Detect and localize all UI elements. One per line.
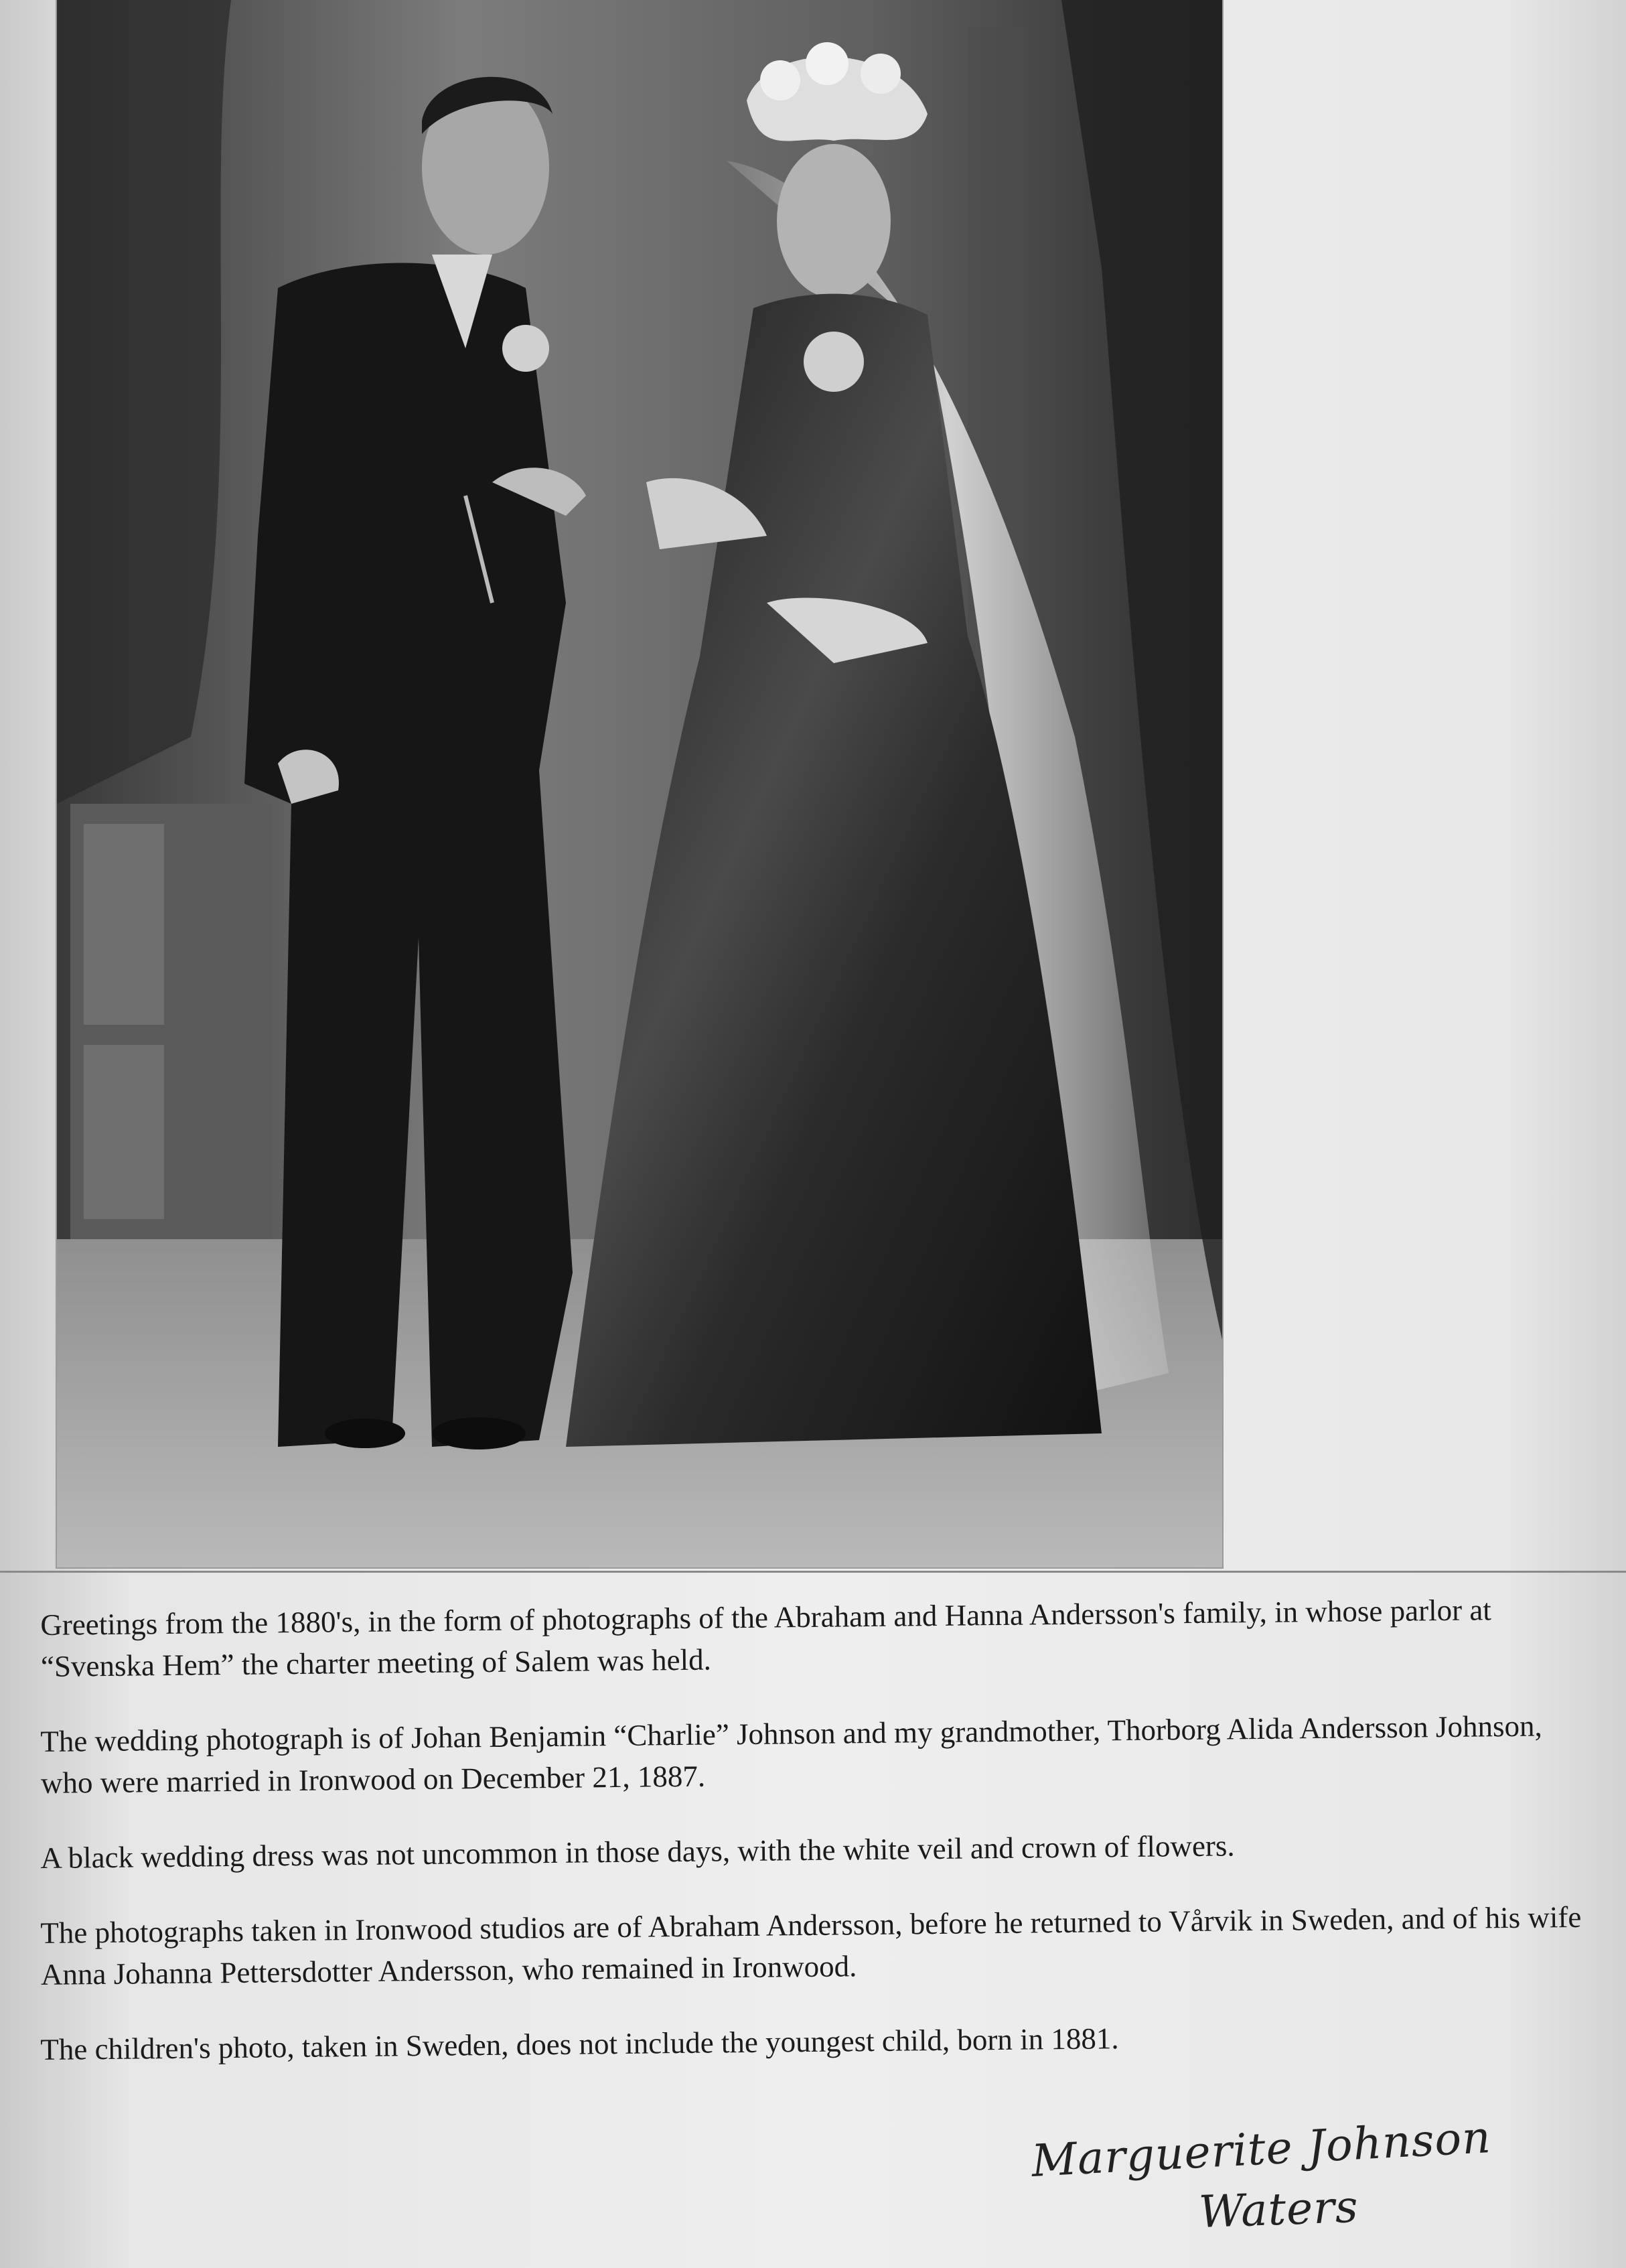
caption-paragraph-3: A black wedding dress was not uncommon in those days, with the white veil and crown of flowers. <box>40 1829 1235 1875</box>
caption-paragraph-1: Greetings from the 1880's, in the form of photographs of the Abraham and Hanna Andersson's family, in whose parlor at “Svenska Hem” the charter meeting of Salem was held. <box>40 1593 1492 1683</box>
wedding-photograph <box>57 0 1222 1567</box>
caption-paragraph-2: The wedding photograph is of Johan Benjamin “Charlie” Johnson and my grandmother, Thorborg Alida Andersson Johnson, who were married in Ironwood on December 21, 1887. <box>40 1709 1542 1800</box>
wedding-photo-image <box>57 0 1222 1567</box>
caption-paragraph-4: The photographs taken in Ironwood studios are of Abraham Andersson, before he returned to Vårvik in Sweden, and of his wife Anna Johanna Pettersdotter Andersson, who remained in Ironwood. <box>40 1900 1582 1991</box>
signature-line-1: Marguerite Johnson <box>1030 2111 1493 2187</box>
caption-paragraph-5: The children's photo, taken in Sweden, does not include the youngest child, born in 1881. <box>40 2022 1119 2066</box>
photo-divider <box>0 1571 1626 1573</box>
caption-text <box>40 1593 1601 2104</box>
handwritten-signature <box>1025 2111 1594 2257</box>
signature-line-2: Waters <box>1197 2180 1359 2239</box>
